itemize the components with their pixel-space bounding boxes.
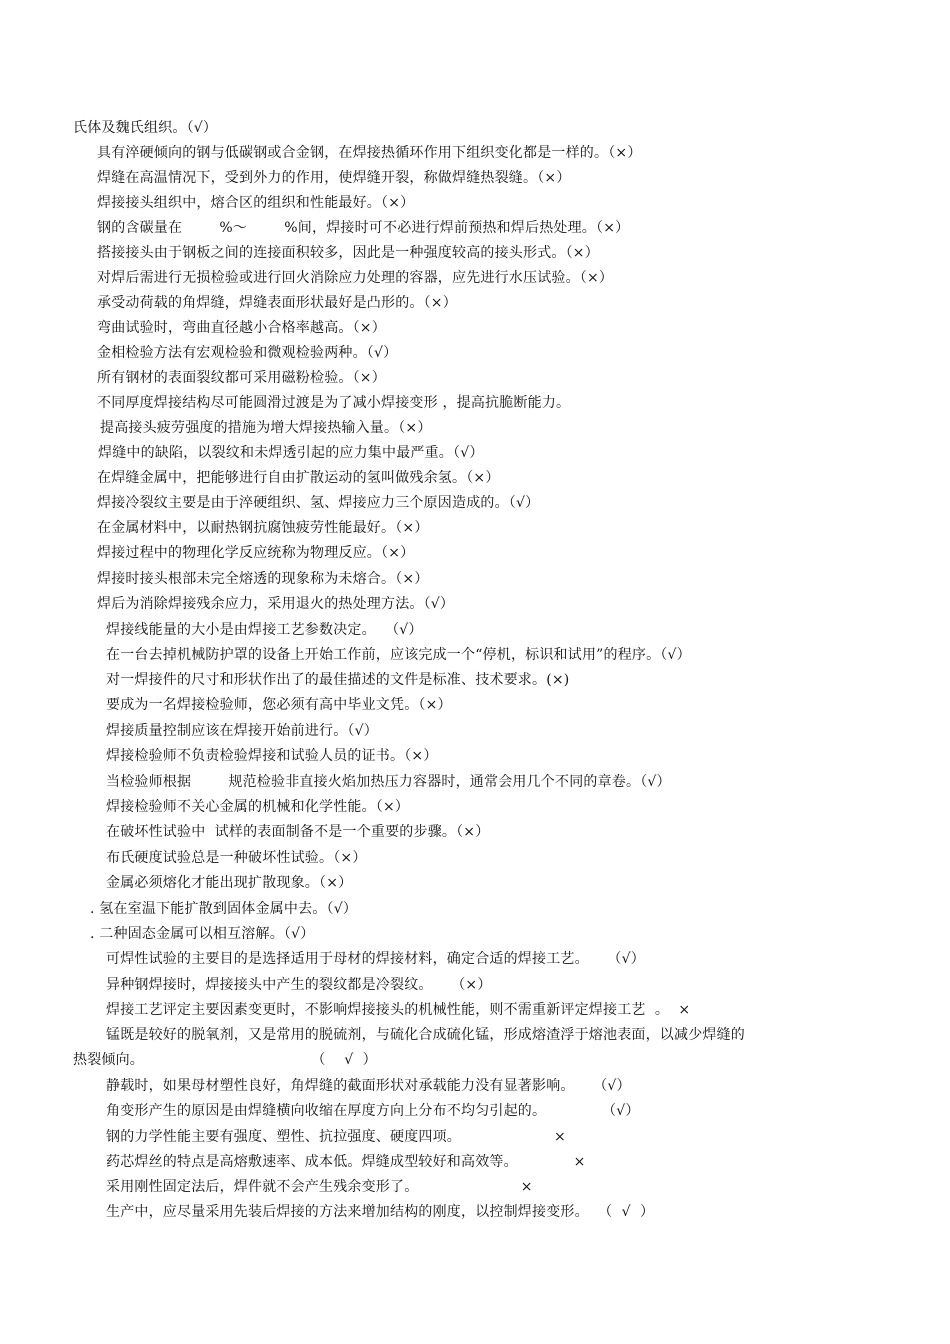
text-line: 金属必须熔化才能出现扩散现象。（×） — [106, 875, 353, 891]
text-line: 在金属材料中，以耐热钢抗腐蚀疲劳性能最好。（×） — [97, 520, 429, 536]
text-line: 金相检验方法有宏观检验和微观检验两种。（√） — [97, 345, 398, 361]
text-line: 焊接过程中的物理化学反应统称为物理反应。（×） — [97, 545, 415, 561]
text-line: 不同厚度焊接结构尽可能圆滑过渡是为了减小焊接变形 ，提高抗脆断能力。 — [97, 395, 571, 411]
text-line: 具有淬硬倾向的钢与低碳钢或合金钢，在焊接热循环作用下组织变化都是一样的。（×） — [97, 145, 642, 161]
text-line: 焊接检验师不关心金属的机械和化学性能。（×） — [106, 799, 410, 815]
text-line: 采用刚性固定法后，焊件就不会产生残余变形了。 × — [106, 1179, 533, 1195]
text-line: 承受动荷载的角焊缝，焊缝表面形状最好是凸形的。（×） — [97, 295, 457, 311]
text-line: 可焊性试验的主要目的是选择适用于母材的焊接材料，确定合适的焊接工艺。 （√） — [106, 951, 645, 967]
text-line: 焊缝在高温情况下，受到外力的作用，使焊缝开裂，称做焊缝热裂缝。（×） — [97, 170, 571, 186]
text-line: 静载时，如果母材塑性良好，角焊缝的截面形状对承载能力没有显著影响。 （√） — [106, 1078, 631, 1094]
text-line: 热裂倾向。 （ √ ） — [73, 1052, 377, 1068]
text-line: 搭接接头由于钢板之间的连接面积较多，因此是一种强度较高的接头形式。（×） — [97, 245, 599, 261]
text-line: 当检验师根据 规范检验非直接火焰加热压力容器时，通常会用几个不同的章卷。（√） — [106, 774, 671, 790]
text-line: 对焊后需进行无损检验或进行回火消除应力处理的容器，应先进行水压试验。（×） — [97, 270, 614, 286]
text-line: 焊接质量控制应该在焊接开始前进行。（√） — [106, 723, 378, 739]
text-line: 异种钢焊接时，焊接接头中产生的裂纹都是冷裂纹。 （×） — [106, 977, 492, 993]
text-line: 焊接线能量的大小是由焊接工艺参数决定。 （√） — [106, 622, 423, 638]
text-line: 焊后为消除焊接残余应力，采用退火的热处理方法。（√） — [97, 596, 455, 612]
text-line: 布氏硬度试验总是一种破坏性试验。（×） — [106, 850, 367, 866]
text-line: 要成为一名焊接检验师，您必须有高中毕业文凭。（×） — [106, 697, 452, 713]
text-line: 钢的含碳量在 %～ %间，焊接时可不必进行焊前预热和焊后热处理。（×） — [97, 220, 630, 236]
text-line: 弯曲试验时，弯曲直径越小合格率越高。（×） — [97, 320, 386, 336]
text-line: 锰既是较好的脱氧剂，又是常用的脱硫剂，与硫化合成硫化锰，形成熔渣浮于熔池表面，以减少焊缝的 — [106, 1027, 745, 1043]
text-line: 药芯焊丝的特点是高熔敷速率、成本低。焊缝成型较好和高效等。 × — [106, 1154, 586, 1170]
text-line: 焊接工艺评定主要因素变更时，不影响焊接接头的机械性能，则不需重新评定焊接工艺 。 × — [106, 1002, 691, 1018]
text-line: 钢的力学性能主要有强度、塑性、抗拉强度、硬度四项。 × — [106, 1129, 566, 1145]
text-line: 焊接接头组织中，熔合区的组织和性能最好。（×） — [97, 195, 415, 211]
text-line: 角变形产生的原因是由焊缝横向收缩在厚度方向上分布不均匀引起的。 （√） — [106, 1103, 640, 1119]
text-line: . 氢在室温下能扩散到固体金属中去。（√） — [90, 901, 358, 917]
text-line: 焊接冷裂纹主要是由于淬硬组织、氢、焊接应力三个原因造成的。（√） — [97, 495, 540, 511]
text-line: 所有钢材的表面裂纹都可采用磁粉检验。（×） — [97, 370, 386, 386]
text-line: . 二种固态金属可以相互溶解。（√） — [90, 926, 315, 942]
text-line: 焊缝中的缺陷，以裂纹和未焊透引起的应力集中最严重。（√） — [98, 445, 484, 461]
text-line: 焊接时接头根部未完全熔透的现象称为未熔合。（×） — [97, 571, 429, 587]
text-line: 氏体及魏氏组织。（√） — [73, 120, 218, 136]
text-line: 对一焊接件的尺寸和形状作出了的最佳描述的文件是标准、技术要求。(×) — [106, 672, 570, 688]
text-line: 在破坏性试验中 试样的表面制备不是一个重要的步骤。（×） — [106, 824, 490, 840]
text-line: 在焊缝金属中，把能够进行自由扩散运动的氢叫做残余氢。（×） — [97, 470, 500, 486]
text-line: 提高接头疲劳强度的措施为增大焊接热输入量。（×） — [100, 420, 432, 436]
text-line: 生产中，应尽量采用先装后焊接的方法来增加结构的刚度，以控制焊接变形。 （ √ ） — [106, 1204, 655, 1220]
text-line: 焊接检验师不负责检验焊接和试验人员的证书。（×） — [106, 748, 438, 764]
text-line: 在一台去掉机械防护罩的设备上开始工作前，应该完成一个“停机，标识和试用”的程序。（√） — [106, 647, 691, 663]
